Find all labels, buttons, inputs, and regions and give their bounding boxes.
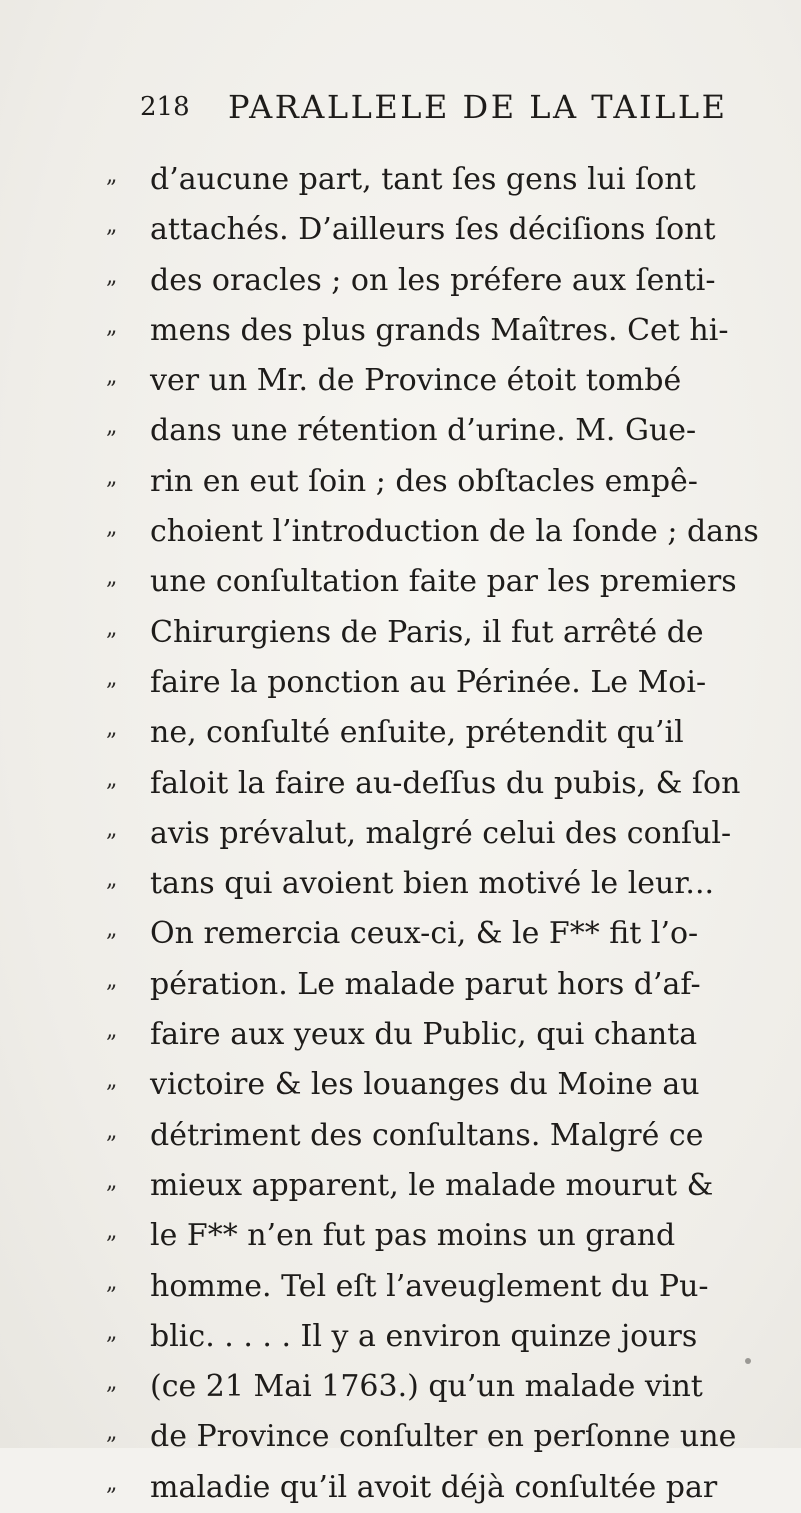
line-text: avis prévalut, malgré celui des conſul- — [150, 815, 732, 851]
quote-marker: „ — [106, 967, 116, 993]
text-line — [106, 1262, 750, 1312]
text-line — [106, 809, 750, 859]
text-line — [106, 1463, 750, 1513]
text-line — [106, 507, 759, 557]
quote-marker: „ — [106, 263, 116, 289]
page-header — [140, 88, 740, 132]
body-text — [106, 155, 759, 1513]
text-line — [106, 256, 750, 306]
line-text: attachés. D’ailleurs ſes déciſions ſont — [150, 212, 716, 248]
line-text: On remercia ceux-ci, & le F** fit l’o- — [150, 916, 699, 952]
quote-marker: „ — [106, 816, 116, 842]
line-text: des oracles ; on les préfere aux ſenti- — [150, 262, 716, 298]
text-line — [106, 155, 750, 205]
text-line — [106, 205, 750, 255]
line-text: ver un Mr. de Province étoit tombé — [150, 363, 682, 399]
quote-marker: „ — [106, 1118, 116, 1144]
quote-marker: „ — [106, 163, 116, 188]
quote-marker: „ — [106, 917, 116, 943]
line-text: victoire & les louanges du Moine au — [150, 1067, 700, 1103]
quote-marker: „ — [106, 1470, 116, 1496]
quote-marker: „ — [106, 665, 116, 691]
quote-marker: „ — [106, 414, 116, 440]
line-text: faire la ponction au Périnée. Le Moi- — [150, 664, 707, 700]
line-text: blic. . . . . Il y a environ quinze jours — [150, 1318, 698, 1354]
text-line — [106, 909, 750, 959]
text-line — [106, 306, 750, 356]
quote-marker: „ — [106, 464, 116, 490]
quote-marker: „ — [106, 716, 116, 742]
line-text: tans qui avoient bien motivé le leur... — [150, 866, 715, 902]
line-text: faire aux yeux du Public, qui chanta — [150, 1017, 698, 1053]
line-text: dans une rétention d’urine. M. Gue- — [150, 413, 697, 449]
line-text: faloit la faire au-deſſus du pubis, & ſon — [150, 765, 741, 801]
line-text: de Province conſulter en perſonne une — [150, 1419, 737, 1455]
quote-marker: „ — [106, 1168, 116, 1194]
line-text: ne, conſulté enſuite, prétendit qu’il — [150, 715, 684, 751]
text-line — [106, 1412, 750, 1462]
text-line — [106, 406, 750, 456]
quote-marker: „ — [106, 313, 116, 339]
text-line — [106, 1010, 750, 1060]
line-text: choient l’introduction de la ſonde ; dans — [150, 514, 759, 550]
paper-speck — [745, 1358, 751, 1364]
line-text: le F** n’en fut pas moins un grand — [150, 1218, 676, 1254]
text-line — [106, 859, 750, 909]
line-text: pération. Le malade parut hors d’af- — [150, 966, 701, 1002]
text-line — [106, 1161, 750, 1211]
line-text: homme. Tel eſt l’aveuglement du Pu- — [150, 1268, 709, 1304]
text-line — [106, 557, 750, 607]
line-text: une conſultation faite par les premiers — [150, 564, 737, 600]
text-line — [106, 1060, 750, 1110]
line-text: (ce 21 Mai 1763.) qu’un malade vint — [150, 1369, 703, 1405]
text-line — [106, 1312, 750, 1362]
quote-marker: „ — [106, 213, 116, 239]
line-text: Chirurgiens de Paris, il fut arrêté de — [150, 614, 704, 650]
running-title: PARALLELE DE LA TAILLE — [228, 88, 728, 126]
line-text: mieux apparent, le malade mourut & — [150, 1167, 714, 1203]
text-line — [106, 658, 750, 708]
line-text: mens des plus grands Maîtres. Cet hi- — [150, 312, 729, 348]
text-line — [106, 708, 750, 758]
quote-marker: „ — [106, 615, 116, 641]
quote-marker: „ — [106, 1219, 116, 1245]
text-line — [106, 1111, 750, 1161]
page-number: 218 — [140, 92, 190, 122]
quote-marker: „ — [106, 766, 116, 792]
quote-marker: „ — [106, 364, 116, 390]
text-line — [106, 608, 750, 658]
quote-marker: „ — [106, 867, 116, 893]
quote-marker: „ — [106, 1018, 116, 1044]
quote-marker: „ — [106, 1319, 116, 1345]
text-line — [106, 1211, 750, 1261]
quote-marker: „ — [106, 565, 116, 591]
line-text: détriment des conſultans. Malgré ce — [150, 1117, 704, 1153]
text-line — [106, 759, 750, 809]
quote-marker: „ — [106, 1370, 116, 1396]
text-line — [106, 356, 750, 406]
quote-marker: „ — [106, 1420, 116, 1446]
line-text: maladie qu’il avoit déjà conſultée par — [150, 1469, 718, 1505]
line-text: d’aucune part, tant ſes gens lui ſont — [150, 162, 696, 197]
text-line — [106, 960, 750, 1010]
line-text: rin en eut ſoin ; des obſtacles empê- — [150, 463, 698, 499]
quote-marker: „ — [106, 515, 116, 541]
text-line — [106, 457, 750, 507]
quote-marker: „ — [106, 1269, 116, 1295]
quote-marker: „ — [106, 1068, 116, 1094]
text-line — [106, 1362, 750, 1412]
